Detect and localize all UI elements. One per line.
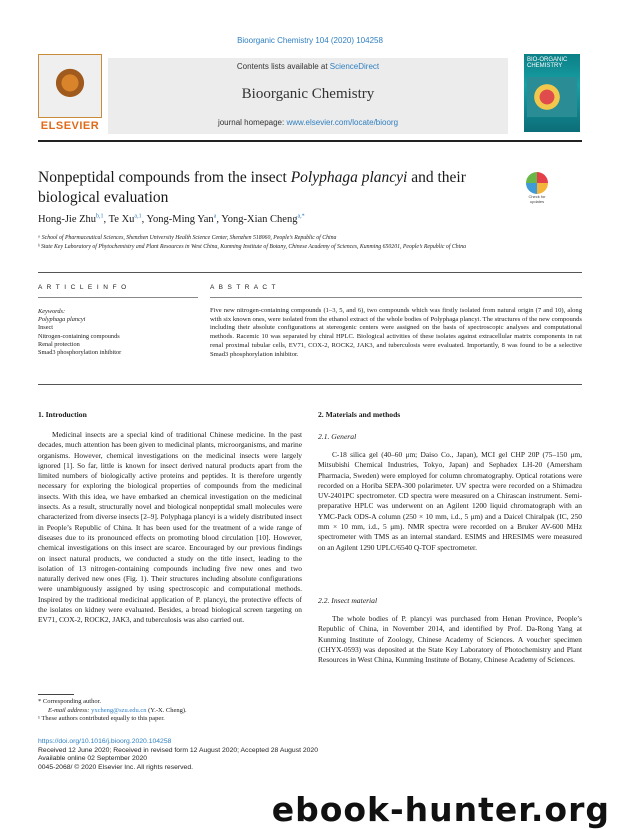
footnote-rule — [38, 694, 74, 695]
author: Yong-Xian Cheng$^{a,*}$ — [221, 213, 305, 225]
insect-material-body — [318, 614, 582, 665]
methods-heading: 2. Materials and methods — [318, 410, 401, 419]
affiliation-a: ᵃ School of Pharmaceutical Sciences, Shenzhen University Health Science Center, Shenzhen 518060, People’s Republic of China — [38, 235, 337, 241]
email-link[interactable]: yxcheng@szu.edu.cn — [91, 706, 147, 714]
info-rule-bottom — [38, 384, 582, 385]
cover-title: BIO-ORGANIC CHEMISTRY — [527, 57, 568, 69]
homepage-line — [108, 118, 508, 127]
introduction-body — [38, 430, 302, 626]
general-heading: 2.1. General — [318, 432, 357, 441]
equal-contribution-note: ¹ These authors contributed equally to this paper. — [38, 715, 165, 723]
sciencedirect-link[interactable]: ScienceDirect — [329, 62, 380, 71]
header-rule — [38, 140, 582, 142]
general-paragraph: C-18 silica gel (40–60 μm; Daiso Co., Japan), MCI gel CHP 20P (75–150 μm, Mitsubishi Chemical Industries, Tokyo, Japan) and Sephadex LH-20 (Amersham Pharmacia, Sweden) were employed for column chromatography. Optical rotations were recorded on a Horiba SEPA-300 polarimeter. UV spectra were recorded on a Shimadzu UV-2401PC spectrometer. CD spectra were measured on a Chirascan instrument. Semi-preparative HPLC was underwent on an Agilent 1200 liquid chromatograph with an YMC-Pack ODS-A column (250 × 10 mm, i.d., 5 μm) and a Daicel Chiralpak (IC, 250 mm × 10 mm, i.d., 5 μm). NMR spectra were recorded on a Bruker AV-600 MHz spectrometer with TMS as an internal standard. ESIMS and HRESIMS were measured on an Agilent 1290 UPLC/6540 Q-TOF spectrometer. — [318, 450, 582, 552]
received-dates: Received 12 June 2020; Received in revised form 12 August 2020; Accepted 28 August 2020 — [38, 746, 318, 754]
cover-art — [527, 77, 577, 117]
introduction-paragraph: Medicinal insects are a special kind of traditional Chinese medicine. In the past decades, much attention has been given to medicinal plants, microorganisms, and marine organisms. However, chemical investigations on the medicinal insects were largely ignored [1]. So far, little is known for insect derived natural products apart from the limited numbers of biologically active proteins and peptides. It is therefore urgently necessary for exploring the biological properties of compounds from the medicinal insects. With this idea, we have embarked an chemical investigation on the medicinal insects. As a result, structurally novel and biological nonpeptidal small molecules were characterized from diverse insects [2–9]. Polyphaga plancyi is a widely distributed insect in People’s Republic of China. It has been used for the treatment of a wide range of diseases due to its pronounced effects on promoting blood circulation [10]. However, chemical investigations on this insect are scarce. Encouraged by our previous findings on insect natural products, we conducted a study on the title insect, leading to the isolation of 13 nitrogen-containing compounds including five new ones and two naturally derived new ones (Fig. 1). Their structures including absolute configurations were unambiguously assigned by using spectroscopic and computational methods. Inspired by the traditional medicinal application of P. plancyi, the protective effects of the isolates on kidney were evaluated. Besides, a broad biological screen targeting on EV71, COX-2, ROCK2, JAK3, and tuberculosis was also carried out. — [38, 430, 302, 625]
publisher-name: ELSEVIER — [40, 120, 100, 132]
title-part2: and their biological evaluation — [38, 169, 466, 206]
insect-material-paragraph: The whole bodies of P. plancyi was purchased from Henan Province, People’s Republic of China, in November 2014, and identified by Prof. Da-Rong Yang at Kunming Institute of Zoology, Chinese Academy of Sciences. A voucher specimen (CHYX-0593) was deposited at the State Key Laboratory of Photochemistry and Plant Resources in West China, Kunming Institute of Botany, Chinese Academy of Sciences. — [318, 614, 582, 665]
watermark: ebook-hunter.org — [271, 790, 610, 829]
doi-block — [38, 738, 338, 772]
homepage-link[interactable]: www.elsevier.com/locate/bioorg — [286, 118, 399, 127]
paper-title — [38, 168, 468, 208]
journal-cover — [524, 54, 580, 132]
keyword: Renal protection — [38, 340, 80, 348]
author: Te Xu$^{a,1}$, — [108, 213, 147, 225]
email-note: E-mail address: yxcheng@szu.edu.cn (Y.-X. Cheng). — [48, 706, 187, 714]
homepage-prefix: journal homepage: — [217, 118, 287, 127]
insect-material-heading: 2.2. Insect material — [318, 596, 378, 605]
contents-prefix: Contents lists available at — [236, 62, 330, 71]
abstract-text: Five new nitrogen-containing compounds (1–3, 5, and 6), two compounds which was firstly isolated from natural origin (7 and 10), along with six known ones, were isolated from the ethanol extract of the whole bodies of Polyphaga plancyi. The structures of the new compounds including their absolute configurations at stereogenic centers were assigned on the basis of spectroscopic analyses and computational methods. Racemic 10 was separated by chiral HPLC. Biological activities of these isolates against extracellular matrix components in rat renal proximal tubular cells, EV71, COX-2, ROCK2, JAK3, and tuberculosis were evaluated. Importantly, 8 was found to be a selective Smad3 phosphorylation inhibitor. — [210, 307, 582, 358]
article-info-label: A R T I C L E I N F O — [38, 284, 128, 291]
journal-reference[interactable]: Bioorganic Chemistry 104 (2020) 104258 — [237, 36, 383, 45]
elsevier-tree-icon — [38, 54, 102, 118]
keywords-block — [38, 308, 198, 357]
footnotes — [38, 698, 308, 724]
check-updates-label: Check for updates — [528, 194, 546, 204]
author: Yong-Ming Yan$^a$, — [146, 213, 222, 225]
affiliation-b: ᵇ State Key Laboratory of Phytochemistry and Plant Resources in West China, Kunming Institute of Botany, Chinese Academy of Sciences, Kunming 650201, People’s Republic of China — [38, 244, 467, 250]
available-online: Available online 02 September 2020 — [38, 755, 148, 763]
abstract-rule — [210, 297, 582, 298]
article-info-rule — [38, 297, 198, 298]
keywords-label: Keywords: — [38, 308, 66, 315]
keyword: Polyphaga plancyi — [38, 316, 86, 324]
author-list — [38, 213, 578, 225]
author: Hong-Jie Zhu$^{b,1}$, — [38, 213, 109, 225]
elsevier-logo — [38, 54, 102, 134]
abstract-label: A B S T R A C T — [210, 284, 277, 291]
check-updates-icon — [526, 172, 548, 194]
info-rule-top — [38, 272, 582, 273]
doi-link[interactable]: https://doi.org/10.1016/j.bioorg.2020.104258 — [38, 738, 172, 745]
keyword: Smad3 phosphorylation inhibitor — [38, 349, 122, 357]
copyright: 0045-2068/ © 2020 Elsevier Inc. All rights reserved. — [38, 763, 194, 771]
check-for-updates-badge[interactable] — [522, 172, 552, 202]
title-species: Polyphaga plancyi — [290, 169, 408, 186]
contents-line — [108, 62, 508, 71]
journal-title: Bioorganic Chemistry — [241, 86, 375, 102]
keyword: Insect — [38, 324, 54, 332]
title-part1: Nonpeptidal compounds from the insect — [38, 169, 291, 186]
corresponding-author-note: * Corresponding author. — [38, 698, 102, 705]
introduction-heading: 1. Introduction — [38, 410, 87, 419]
general-body — [318, 450, 582, 553]
keyword: Nitrogen-containing compounds — [38, 332, 120, 340]
